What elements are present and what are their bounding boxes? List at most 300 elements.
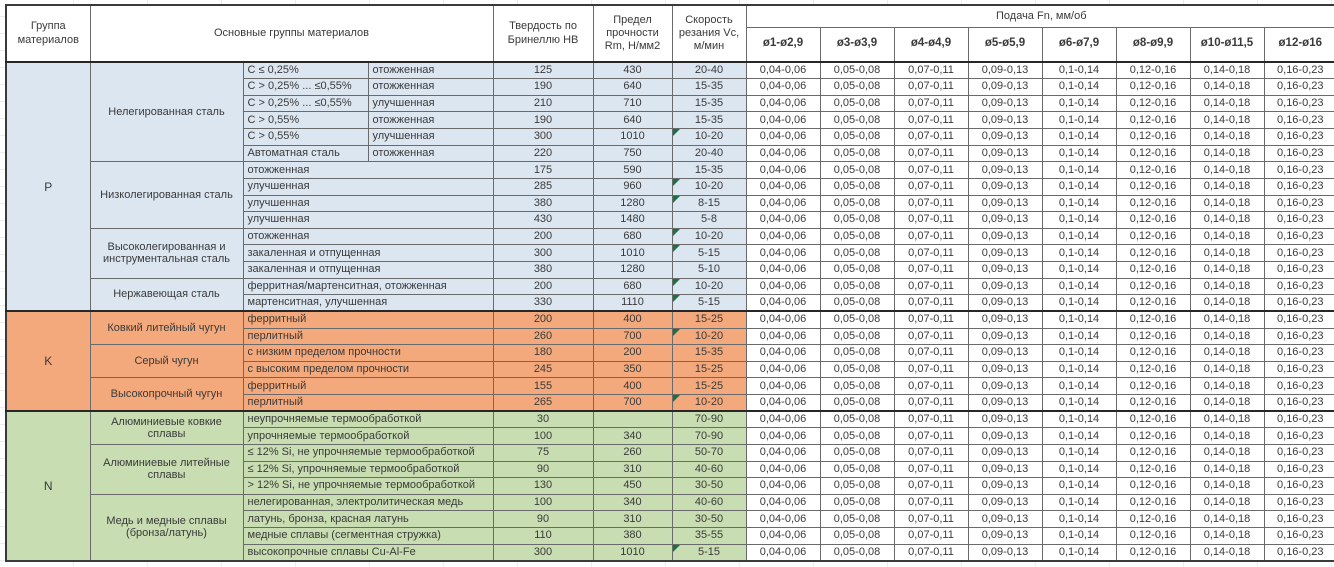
feed-cell[interactable]: 0,09-0,13 — [968, 345, 1042, 362]
strength-cell[interactable]: 400 — [593, 378, 672, 395]
feed-cell[interactable]: 0,16-0,23 — [1264, 162, 1334, 179]
hardness-cell[interactable]: 245 — [493, 361, 593, 378]
feed-cell[interactable]: 0,04-0,06 — [746, 112, 820, 129]
material-desc-cell[interactable]: > 12% Si, не упрочняемые термообработкой — [243, 478, 493, 495]
speed-cell[interactable]: 15-35 — [672, 112, 746, 129]
material-desc-cell[interactable]: C > 0,25% ... ≤0,55% — [243, 79, 368, 96]
feed-cell[interactable]: 0,1-0,14 — [1042, 345, 1116, 362]
speed-cell[interactable]: 5-8 — [672, 212, 746, 229]
material-desc-cell[interactable]: ≤ 12% Si, упрочняемые термообработкой — [243, 461, 493, 478]
feed-cell[interactable]: 0,14-0,18 — [1190, 178, 1264, 195]
hardness-cell[interactable]: 200 — [493, 311, 593, 328]
header-feed-title[interactable]: Подача Fn, мм/об — [746, 5, 1334, 27]
feed-cell[interactable]: 0,05-0,08 — [820, 328, 894, 345]
material-desc-cell[interactable]: латунь, бронза, красная латунь — [243, 511, 493, 528]
material-desc-cell[interactable]: улучшенная — [243, 178, 493, 195]
feed-cell[interactable]: 0,12-0,16 — [1116, 511, 1190, 528]
feed-cell[interactable]: 0,12-0,16 — [1116, 494, 1190, 511]
feed-cell[interactable]: 0,04-0,06 — [746, 378, 820, 395]
material-state-cell[interactable]: отожженная — [368, 145, 493, 162]
subgroup-cell[interactable]: Высокопрочный чугун — [90, 378, 243, 411]
feed-cell[interactable]: 0,07-0,11 — [894, 178, 968, 195]
hardness-cell[interactable]: 100 — [493, 428, 593, 445]
feed-cell[interactable]: 0,16-0,23 — [1264, 511, 1334, 528]
feed-cell[interactable]: 0,1-0,14 — [1042, 378, 1116, 395]
feed-cell[interactable]: 0,12-0,16 — [1116, 228, 1190, 245]
feed-cell[interactable]: 0,14-0,18 — [1190, 311, 1264, 328]
hardness-cell[interactable]: 200 — [493, 278, 593, 295]
strength-cell[interactable]: 200 — [593, 345, 672, 362]
feed-cell[interactable]: 0,16-0,23 — [1264, 262, 1334, 279]
feed-cell[interactable]: 0,05-0,08 — [820, 428, 894, 445]
hardness-cell[interactable]: 380 — [493, 195, 593, 212]
speed-cell[interactable]: 15-35 — [672, 162, 746, 179]
material-state-cell[interactable]: улучшенная — [368, 129, 493, 146]
feed-cell[interactable]: 0,05-0,08 — [820, 511, 894, 528]
header-feed-d5[interactable]: ø6-ø7,9 — [1042, 27, 1116, 62]
feed-cell[interactable]: 0,12-0,16 — [1116, 295, 1190, 312]
feed-cell[interactable]: 0,04-0,06 — [746, 345, 820, 362]
material-state-cell[interactable]: отожженная — [368, 79, 493, 96]
subgroup-cell[interactable]: Нержавеющая сталь — [90, 278, 243, 311]
hardness-cell[interactable]: 180 — [493, 345, 593, 362]
feed-cell[interactable]: 0,04-0,06 — [746, 162, 820, 179]
feed-cell[interactable]: 0,1-0,14 — [1042, 395, 1116, 412]
hardness-cell[interactable]: 380 — [493, 262, 593, 279]
speed-cell[interactable]: 5-15 — [672, 245, 746, 262]
feed-cell[interactable]: 0,04-0,06 — [746, 428, 820, 445]
subgroup-cell[interactable]: Алюминиевые ковкие сплавы — [90, 411, 243, 444]
feed-cell[interactable]: 0,07-0,11 — [894, 195, 968, 212]
feed-cell[interactable]: 0,1-0,14 — [1042, 228, 1116, 245]
feed-cell[interactable]: 0,04-0,06 — [746, 544, 820, 561]
group-cell[interactable]: P — [6, 62, 90, 311]
feed-cell[interactable]: 0,14-0,18 — [1190, 461, 1264, 478]
hardness-cell[interactable]: 300 — [493, 129, 593, 146]
feed-cell[interactable]: 0,04-0,06 — [746, 178, 820, 195]
strength-cell[interactable]: 450 — [593, 478, 672, 495]
feed-cell[interactable]: 0,05-0,08 — [820, 395, 894, 412]
feed-cell[interactable]: 0,12-0,16 — [1116, 544, 1190, 561]
feed-cell[interactable]: 0,07-0,11 — [894, 444, 968, 461]
feed-cell[interactable]: 0,14-0,18 — [1190, 195, 1264, 212]
feed-cell[interactable]: 0,04-0,06 — [746, 511, 820, 528]
feed-cell[interactable]: 0,07-0,11 — [894, 79, 968, 96]
strength-cell[interactable]: 640 — [593, 112, 672, 129]
hardness-cell[interactable]: 190 — [493, 79, 593, 96]
material-desc-cell[interactable]: C > 0,25% ... ≤0,55% — [243, 95, 368, 112]
feed-cell[interactable]: 0,04-0,06 — [746, 444, 820, 461]
feed-cell[interactable]: 0,04-0,06 — [746, 79, 820, 96]
feed-cell[interactable]: 0,09-0,13 — [968, 228, 1042, 245]
speed-cell[interactable]: 10-20 — [672, 328, 746, 345]
feed-cell[interactable]: 0,1-0,14 — [1042, 411, 1116, 428]
header-hardness[interactable]: Твердость по Бринеллю HB — [493, 5, 593, 62]
feed-cell[interactable]: 0,07-0,11 — [894, 411, 968, 428]
feed-cell[interactable]: 0,07-0,11 — [894, 461, 968, 478]
header-strength[interactable]: Предел прочности Rm, Н/мм2 — [593, 5, 672, 62]
feed-cell[interactable]: 0,1-0,14 — [1042, 112, 1116, 129]
hardness-cell[interactable]: 265 — [493, 395, 593, 412]
feed-cell[interactable]: 0,14-0,18 — [1190, 62, 1264, 79]
feed-cell[interactable]: 0,12-0,16 — [1116, 428, 1190, 445]
speed-cell[interactable]: 15-25 — [672, 378, 746, 395]
speed-cell[interactable]: 10-20 — [672, 278, 746, 295]
speed-cell[interactable]: 5-15 — [672, 544, 746, 561]
feed-cell[interactable]: 0,04-0,06 — [746, 212, 820, 229]
group-cell[interactable]: K — [6, 311, 90, 411]
feed-cell[interactable]: 0,04-0,06 — [746, 328, 820, 345]
feed-cell[interactable]: 0,05-0,08 — [820, 378, 894, 395]
material-desc-cell[interactable]: отожженная — [243, 162, 493, 179]
feed-cell[interactable]: 0,07-0,11 — [894, 162, 968, 179]
feed-cell[interactable]: 0,04-0,06 — [746, 295, 820, 312]
feed-cell[interactable]: 0,04-0,06 — [746, 361, 820, 378]
feed-cell[interactable]: 0,12-0,16 — [1116, 129, 1190, 146]
feed-cell[interactable]: 0,1-0,14 — [1042, 544, 1116, 561]
feed-cell[interactable]: 0,09-0,13 — [968, 478, 1042, 495]
material-desc-cell[interactable]: ферритный — [243, 311, 493, 328]
feed-cell[interactable]: 0,09-0,13 — [968, 195, 1042, 212]
strength-cell[interactable]: 380 — [593, 528, 672, 545]
speed-cell[interactable]: 15-35 — [672, 79, 746, 96]
feed-cell[interactable]: 0,16-0,23 — [1264, 145, 1334, 162]
speed-cell[interactable]: 5-10 — [672, 262, 746, 279]
feed-cell[interactable]: 0,16-0,23 — [1264, 95, 1334, 112]
feed-cell[interactable]: 0,1-0,14 — [1042, 95, 1116, 112]
feed-cell[interactable]: 0,04-0,06 — [746, 395, 820, 412]
feed-cell[interactable]: 0,05-0,08 — [820, 345, 894, 362]
subgroup-cell[interactable]: Медь и медные сплавы (бронза/латунь) — [90, 494, 243, 561]
feed-cell[interactable]: 0,16-0,23 — [1264, 478, 1334, 495]
hardness-cell[interactable]: 130 — [493, 478, 593, 495]
feed-cell[interactable]: 0,14-0,18 — [1190, 212, 1264, 229]
hardness-cell[interactable]: 200 — [493, 228, 593, 245]
material-desc-cell[interactable]: перлитный — [243, 328, 493, 345]
strength-cell[interactable]: 680 — [593, 278, 672, 295]
strength-cell[interactable] — [593, 411, 672, 428]
feed-cell[interactable]: 0,09-0,13 — [968, 528, 1042, 545]
strength-cell[interactable]: 700 — [593, 328, 672, 345]
feed-cell[interactable]: 0,07-0,11 — [894, 129, 968, 146]
feed-cell[interactable]: 0,1-0,14 — [1042, 245, 1116, 262]
feed-cell[interactable]: 0,16-0,23 — [1264, 544, 1334, 561]
feed-cell[interactable]: 0,09-0,13 — [968, 178, 1042, 195]
feed-cell[interactable]: 0,07-0,11 — [894, 361, 968, 378]
feed-cell[interactable]: 0,04-0,06 — [746, 129, 820, 146]
feed-cell[interactable]: 0,04-0,06 — [746, 62, 820, 79]
material-desc-cell[interactable]: Автоматная сталь — [243, 145, 368, 162]
feed-cell[interactable]: 0,05-0,08 — [820, 494, 894, 511]
speed-cell[interactable]: 10-20 — [672, 395, 746, 412]
strength-cell[interactable]: 260 — [593, 444, 672, 461]
strength-cell[interactable]: 430 — [593, 62, 672, 79]
strength-cell[interactable]: 1010 — [593, 129, 672, 146]
material-state-cell[interactable]: отожженная — [368, 62, 493, 79]
feed-cell[interactable]: 0,1-0,14 — [1042, 328, 1116, 345]
header-feed-d1[interactable]: ø1-ø2,9 — [746, 27, 820, 62]
feed-cell[interactable]: 0,05-0,08 — [820, 461, 894, 478]
feed-cell[interactable]: 0,14-0,18 — [1190, 245, 1264, 262]
hardness-cell[interactable]: 300 — [493, 245, 593, 262]
feed-cell[interactable]: 0,04-0,06 — [746, 478, 820, 495]
feed-cell[interactable]: 0,04-0,06 — [746, 494, 820, 511]
feed-cell[interactable]: 0,12-0,16 — [1116, 262, 1190, 279]
header-feed-d6[interactable]: ø8-ø9,9 — [1116, 27, 1190, 62]
feed-cell[interactable]: 0,14-0,18 — [1190, 328, 1264, 345]
feed-cell[interactable]: 0,16-0,23 — [1264, 494, 1334, 511]
material-state-cell[interactable]: отожженная — [368, 112, 493, 129]
hardness-cell[interactable]: 175 — [493, 162, 593, 179]
feed-cell[interactable]: 0,12-0,16 — [1116, 411, 1190, 428]
feed-cell[interactable]: 0,07-0,11 — [894, 145, 968, 162]
strength-cell[interactable]: 590 — [593, 162, 672, 179]
feed-cell[interactable]: 0,09-0,13 — [968, 62, 1042, 79]
hardness-cell[interactable]: 285 — [493, 178, 593, 195]
feed-cell[interactable]: 0,14-0,18 — [1190, 511, 1264, 528]
feed-cell[interactable]: 0,14-0,18 — [1190, 345, 1264, 362]
speed-cell[interactable]: 20-40 — [672, 145, 746, 162]
feed-cell[interactable]: 0,07-0,11 — [894, 494, 968, 511]
feed-cell[interactable]: 0,14-0,18 — [1190, 544, 1264, 561]
speed-cell[interactable]: 40-60 — [672, 461, 746, 478]
feed-cell[interactable]: 0,16-0,23 — [1264, 311, 1334, 328]
hardness-cell[interactable]: 330 — [493, 295, 593, 312]
feed-cell[interactable]: 0,1-0,14 — [1042, 295, 1116, 312]
feed-cell[interactable]: 0,1-0,14 — [1042, 511, 1116, 528]
feed-cell[interactable]: 0,07-0,11 — [894, 345, 968, 362]
feed-cell[interactable]: 0,16-0,23 — [1264, 178, 1334, 195]
feed-cell[interactable]: 0,1-0,14 — [1042, 162, 1116, 179]
feed-cell[interactable]: 0,16-0,23 — [1264, 278, 1334, 295]
header-cutting-speed[interactable]: Скорость резания Vc, м/мин — [672, 5, 746, 62]
feed-cell[interactable]: 0,07-0,11 — [894, 228, 968, 245]
feed-cell[interactable]: 0,14-0,18 — [1190, 361, 1264, 378]
feed-cell[interactable]: 0,04-0,06 — [746, 311, 820, 328]
feed-cell[interactable]: 0,07-0,11 — [894, 328, 968, 345]
feed-cell[interactable]: 0,04-0,06 — [746, 95, 820, 112]
feed-cell[interactable]: 0,16-0,23 — [1264, 228, 1334, 245]
speed-cell[interactable]: 8-15 — [672, 195, 746, 212]
feed-cell[interactable]: 0,05-0,08 — [820, 112, 894, 129]
feed-cell[interactable]: 0,09-0,13 — [968, 262, 1042, 279]
feed-cell[interactable]: 0,12-0,16 — [1116, 345, 1190, 362]
feed-cell[interactable]: 0,05-0,08 — [820, 178, 894, 195]
feed-cell[interactable]: 0,09-0,13 — [968, 328, 1042, 345]
feed-cell[interactable]: 0,1-0,14 — [1042, 494, 1116, 511]
feed-cell[interactable]: 0,09-0,13 — [968, 411, 1042, 428]
feed-cell[interactable]: 0,12-0,16 — [1116, 278, 1190, 295]
hardness-cell[interactable]: 30 — [493, 411, 593, 428]
material-desc-cell[interactable]: нелегированная, электролитическая медь — [243, 494, 493, 511]
speed-cell[interactable]: 20-40 — [672, 62, 746, 79]
feed-cell[interactable]: 0,05-0,08 — [820, 212, 894, 229]
feed-cell[interactable]: 0,07-0,11 — [894, 311, 968, 328]
strength-cell[interactable]: 350 — [593, 361, 672, 378]
material-desc-cell[interactable]: медные сплавы (сегментная стружка) — [243, 528, 493, 545]
strength-cell[interactable]: 960 — [593, 178, 672, 195]
feed-cell[interactable]: 0,12-0,16 — [1116, 528, 1190, 545]
material-desc-cell[interactable]: улучшенная — [243, 212, 493, 229]
feed-cell[interactable]: 0,14-0,18 — [1190, 278, 1264, 295]
feed-cell[interactable]: 0,07-0,11 — [894, 112, 968, 129]
strength-cell[interactable]: 340 — [593, 494, 672, 511]
hardness-cell[interactable]: 210 — [493, 95, 593, 112]
feed-cell[interactable]: 0,09-0,13 — [968, 129, 1042, 146]
feed-cell[interactable]: 0,14-0,18 — [1190, 378, 1264, 395]
subgroup-cell[interactable]: Ковкий литейный чугун — [90, 311, 243, 344]
speed-cell[interactable]: 30-50 — [672, 511, 746, 528]
strength-cell[interactable]: 750 — [593, 145, 672, 162]
speed-cell[interactable]: 15-35 — [672, 95, 746, 112]
strength-cell[interactable]: 340 — [593, 428, 672, 445]
feed-cell[interactable]: 0,04-0,06 — [746, 245, 820, 262]
material-desc-cell[interactable]: с низким пределом прочности — [243, 345, 493, 362]
strength-cell[interactable]: 400 — [593, 311, 672, 328]
feed-cell[interactable]: 0,09-0,13 — [968, 245, 1042, 262]
feed-cell[interactable]: 0,1-0,14 — [1042, 62, 1116, 79]
feed-cell[interactable]: 0,09-0,13 — [968, 361, 1042, 378]
feed-cell[interactable]: 0,09-0,13 — [968, 395, 1042, 412]
speed-cell[interactable]: 10-20 — [672, 129, 746, 146]
feed-cell[interactable]: 0,12-0,16 — [1116, 395, 1190, 412]
feed-cell[interactable]: 0,16-0,23 — [1264, 528, 1334, 545]
speed-cell[interactable]: 70-90 — [672, 428, 746, 445]
feed-cell[interactable]: 0,16-0,23 — [1264, 328, 1334, 345]
feed-cell[interactable]: 0,1-0,14 — [1042, 311, 1116, 328]
speed-cell[interactable]: 5-15 — [672, 295, 746, 312]
feed-cell[interactable]: 0,1-0,14 — [1042, 195, 1116, 212]
feed-cell[interactable]: 0,05-0,08 — [820, 228, 894, 245]
material-desc-cell[interactable]: ≤ 12% Si, не упрочняемые термообработкой — [243, 444, 493, 461]
feed-cell[interactable]: 0,05-0,08 — [820, 79, 894, 96]
material-state-cell[interactable]: улучшенная — [368, 95, 493, 112]
feed-cell[interactable]: 0,09-0,13 — [968, 428, 1042, 445]
feed-cell[interactable]: 0,05-0,08 — [820, 195, 894, 212]
header-feed-d4[interactable]: ø5-ø5,9 — [968, 27, 1042, 62]
speed-cell[interactable]: 15-35 — [672, 345, 746, 362]
feed-cell[interactable]: 0,05-0,08 — [820, 245, 894, 262]
feed-cell[interactable]: 0,12-0,16 — [1116, 444, 1190, 461]
feed-cell[interactable]: 0,12-0,16 — [1116, 361, 1190, 378]
feed-cell[interactable]: 0,05-0,08 — [820, 145, 894, 162]
feed-cell[interactable]: 0,1-0,14 — [1042, 212, 1116, 229]
material-desc-cell[interactable]: упрочняемые термообработкой — [243, 428, 493, 445]
feed-cell[interactable]: 0,04-0,06 — [746, 411, 820, 428]
feed-cell[interactable]: 0,04-0,06 — [746, 528, 820, 545]
feed-cell[interactable]: 0,1-0,14 — [1042, 428, 1116, 445]
strength-cell[interactable]: 1010 — [593, 544, 672, 561]
strength-cell[interactable]: 700 — [593, 395, 672, 412]
hardness-cell[interactable]: 75 — [493, 444, 593, 461]
header-material-group[interactable]: Группа материалов — [6, 5, 90, 62]
feed-cell[interactable]: 0,05-0,08 — [820, 95, 894, 112]
feed-cell[interactable]: 0,12-0,16 — [1116, 478, 1190, 495]
hardness-cell[interactable]: 430 — [493, 212, 593, 229]
feed-cell[interactable]: 0,05-0,08 — [820, 444, 894, 461]
feed-cell[interactable]: 0,16-0,23 — [1264, 411, 1334, 428]
feed-cell[interactable]: 0,14-0,18 — [1190, 112, 1264, 129]
feed-cell[interactable]: 0,05-0,08 — [820, 311, 894, 328]
feed-cell[interactable]: 0,09-0,13 — [968, 162, 1042, 179]
feed-cell[interactable]: 0,09-0,13 — [968, 278, 1042, 295]
feed-cell[interactable]: 0,14-0,18 — [1190, 162, 1264, 179]
feed-cell[interactable]: 0,04-0,06 — [746, 262, 820, 279]
subgroup-cell[interactable]: Алюминиевые литейные сплавы — [90, 444, 243, 494]
feed-cell[interactable]: 0,14-0,18 — [1190, 262, 1264, 279]
feed-cell[interactable]: 0,14-0,18 — [1190, 528, 1264, 545]
feed-cell[interactable]: 0,14-0,18 — [1190, 428, 1264, 445]
feed-cell[interactable]: 0,14-0,18 — [1190, 478, 1264, 495]
feed-cell[interactable]: 0,09-0,13 — [968, 212, 1042, 229]
feed-cell[interactable]: 0,09-0,13 — [968, 311, 1042, 328]
speed-cell[interactable]: 40-60 — [672, 494, 746, 511]
feed-cell[interactable]: 0,1-0,14 — [1042, 361, 1116, 378]
feed-cell[interactable]: 0,16-0,23 — [1264, 79, 1334, 96]
subgroup-cell[interactable]: Низколегированная сталь — [90, 162, 243, 229]
feed-cell[interactable]: 0,12-0,16 — [1116, 328, 1190, 345]
feed-cell[interactable]: 0,14-0,18 — [1190, 444, 1264, 461]
feed-cell[interactable]: 0,07-0,11 — [894, 478, 968, 495]
feed-cell[interactable]: 0,1-0,14 — [1042, 444, 1116, 461]
feed-cell[interactable]: 0,16-0,23 — [1264, 129, 1334, 146]
material-desc-cell[interactable]: мартенситная, улучшенная — [243, 295, 493, 312]
speed-cell[interactable]: 15-25 — [672, 311, 746, 328]
feed-cell[interactable]: 0,04-0,06 — [746, 145, 820, 162]
feed-cell[interactable]: 0,07-0,11 — [894, 95, 968, 112]
feed-cell[interactable]: 0,05-0,08 — [820, 544, 894, 561]
hardness-cell[interactable]: 260 — [493, 328, 593, 345]
feed-cell[interactable]: 0,16-0,23 — [1264, 395, 1334, 412]
feed-cell[interactable]: 0,09-0,13 — [968, 444, 1042, 461]
feed-cell[interactable]: 0,07-0,11 — [894, 295, 968, 312]
feed-cell[interactable]: 0,09-0,13 — [968, 511, 1042, 528]
feed-cell[interactable]: 0,09-0,13 — [968, 461, 1042, 478]
speed-cell[interactable]: 35-55 — [672, 528, 746, 545]
feed-cell[interactable]: 0,05-0,08 — [820, 295, 894, 312]
feed-cell[interactable]: 0,1-0,14 — [1042, 79, 1116, 96]
feed-cell[interactable]: 0,05-0,08 — [820, 162, 894, 179]
material-desc-cell[interactable]: ферритный — [243, 378, 493, 395]
strength-cell[interactable]: 1280 — [593, 195, 672, 212]
material-desc-cell[interactable]: высокопрочные сплавы Cu-Al-Fe — [243, 544, 493, 561]
feed-cell[interactable]: 0,16-0,23 — [1264, 361, 1334, 378]
feed-cell[interactable]: 0,04-0,06 — [746, 195, 820, 212]
header-feed-d3[interactable]: ø4-ø4,9 — [894, 27, 968, 62]
material-desc-cell[interactable]: ферритная/мартенситная, отожженная — [243, 278, 493, 295]
speed-cell[interactable]: 30-50 — [672, 478, 746, 495]
feed-cell[interactable]: 0,16-0,23 — [1264, 295, 1334, 312]
feed-cell[interactable]: 0,12-0,16 — [1116, 62, 1190, 79]
feed-cell[interactable]: 0,14-0,18 — [1190, 79, 1264, 96]
feed-cell[interactable]: 0,09-0,13 — [968, 145, 1042, 162]
subgroup-cell[interactable]: Серый чугун — [90, 345, 243, 378]
feed-cell[interactable]: 0,12-0,16 — [1116, 178, 1190, 195]
header-feed-d2[interactable]: ø3-ø3,9 — [820, 27, 894, 62]
feed-cell[interactable]: 0,12-0,16 — [1116, 461, 1190, 478]
strength-cell[interactable]: 1110 — [593, 295, 672, 312]
feed-cell[interactable]: 0,16-0,23 — [1264, 62, 1334, 79]
feed-cell[interactable]: 0,1-0,14 — [1042, 129, 1116, 146]
feed-cell[interactable]: 0,12-0,16 — [1116, 95, 1190, 112]
subgroup-cell[interactable]: Высоколегированная и инструментальная сталь — [90, 228, 243, 278]
header-feed-d8[interactable]: ø12-ø16 — [1264, 27, 1334, 62]
feed-cell[interactable]: 0,16-0,23 — [1264, 195, 1334, 212]
header-feed-d7[interactable]: ø10-ø11,5 — [1190, 27, 1264, 62]
material-desc-cell[interactable]: улучшенная — [243, 195, 493, 212]
feed-cell[interactable]: 0,07-0,11 — [894, 378, 968, 395]
feed-cell[interactable]: 0,04-0,06 — [746, 278, 820, 295]
